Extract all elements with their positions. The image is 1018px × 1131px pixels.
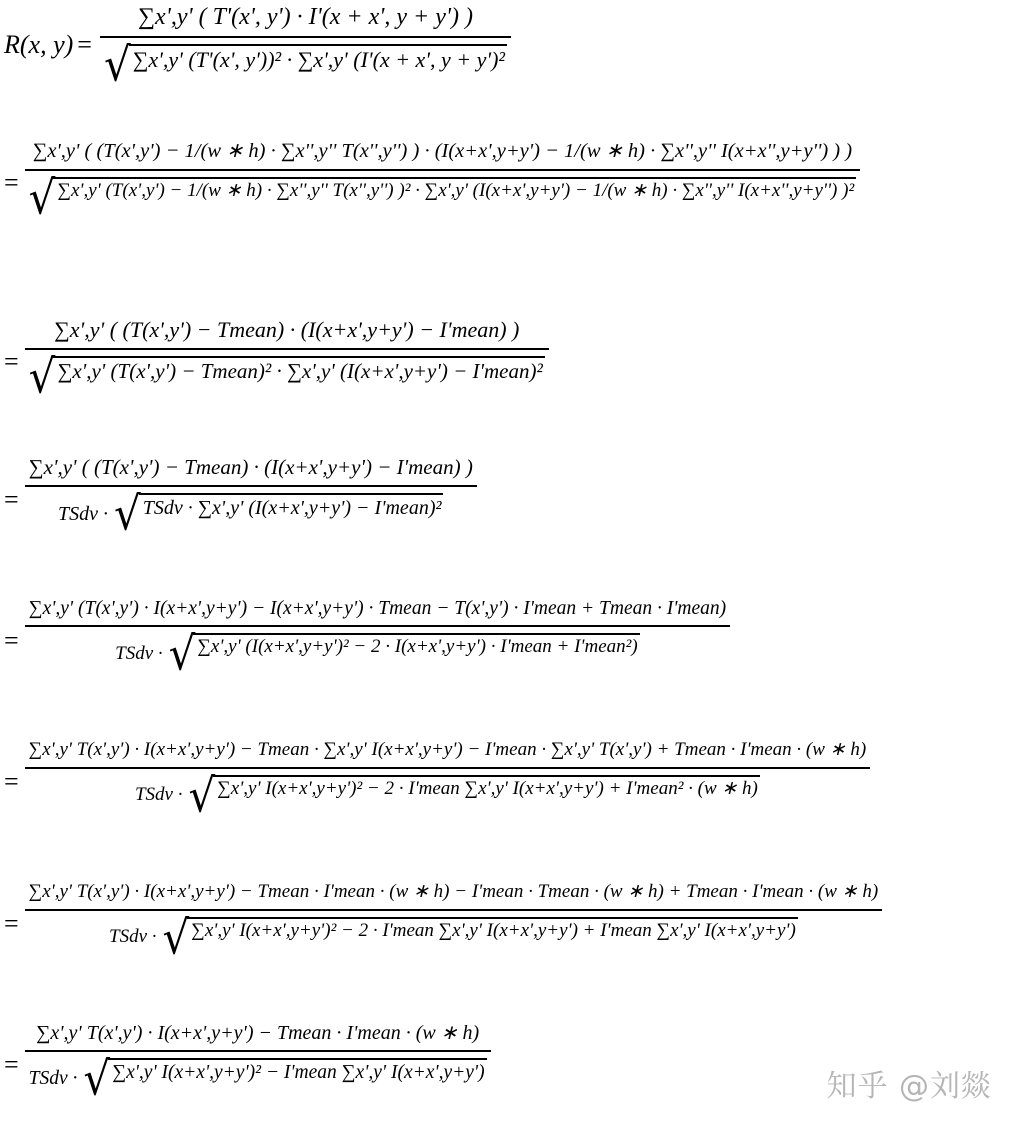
sqrt-body: ∑x',y' I(x+x',y+y')² − 2 · I'mean ∑x',y' I(x+x',y+y') + I'mean ∑x',y' I(x+x',y+y') bbox=[187, 917, 798, 959]
equals-sign: = bbox=[4, 767, 19, 797]
sqrt-body: ∑x',y' (T'(x', y'))² · ∑x',y' (I'(x + x', y + y')² bbox=[129, 44, 507, 86]
sqrt bbox=[83, 1051, 486, 1106]
fraction bbox=[25, 140, 860, 224]
lhs-symbol-text: R(x, y) bbox=[4, 30, 74, 60]
radical-icon: √ bbox=[188, 768, 216, 823]
fraction bbox=[25, 881, 883, 965]
equation-3 bbox=[4, 317, 549, 404]
radical-icon: √ bbox=[28, 170, 56, 224]
numerator: ∑x',y' T(x',y') · I(x+x',y+y') − Tmean · I'mean · (w ∗ h) − I'mean · Tmean · (w ∗ h) + Tmean · I'mean · (w ∗ h) bbox=[28, 881, 879, 902]
equation-7 bbox=[4, 881, 882, 965]
watermark: 知乎 @刘燚 bbox=[826, 1069, 992, 1104]
sqrt-body: ∑x',y' (T(x',y') − 1/(w ∗ h) · ∑x'',y'' T(x'',y'') )² · ∑x',y' (I(x+x',y+y') − 1/(w ∗ h) · ∑x'',y'' I(x+x'',y+y'') )² bbox=[53, 177, 856, 219]
sqrt bbox=[168, 626, 640, 681]
sqrt bbox=[103, 37, 507, 92]
fraction bbox=[100, 4, 511, 92]
fraction bbox=[25, 598, 730, 681]
denominator bbox=[100, 37, 511, 92]
fraction bbox=[25, 739, 871, 823]
equation-1 bbox=[4, 4, 511, 92]
sqrt bbox=[114, 486, 443, 541]
radical-icon: √ bbox=[168, 626, 196, 681]
denominator bbox=[25, 1051, 491, 1106]
sqrt bbox=[28, 170, 856, 224]
denominator bbox=[25, 170, 860, 224]
equals-sign: = bbox=[4, 484, 19, 514]
radical-icon: √ bbox=[162, 910, 190, 965]
numerator: ∑x',y' T(x',y') · I(x+x',y+y') − Tmean · I'mean · (w ∗ h) bbox=[36, 1022, 480, 1044]
radical-icon: √ bbox=[114, 486, 141, 541]
fraction bbox=[25, 1022, 491, 1106]
radical-icon: √ bbox=[83, 1051, 111, 1106]
denominator bbox=[25, 349, 549, 404]
lhs-symbol bbox=[4, 30, 92, 60]
sqrt-body: ∑x',y' I(x+x',y+y')² − I'mean ∑x',y' I(x+x',y+y') bbox=[108, 1058, 486, 1100]
denominator-prefix: TSdv · bbox=[58, 503, 109, 526]
numerator: ∑x',y' T(x',y') · I(x+x',y+y') − Tmean · ∑x',y' I(x+x',y+y') − I'mean · ∑x',y' T(x',y') + Tmean · I'mean · (w ∗ h) bbox=[28, 739, 867, 760]
equation-2 bbox=[4, 140, 860, 224]
radical-icon: √ bbox=[103, 37, 131, 92]
equation-8 bbox=[4, 1022, 491, 1106]
sqrt-body: TSdv · ∑x',y' (I(x+x',y+y') − I'mean)² bbox=[139, 493, 444, 535]
equals-sign: = bbox=[4, 168, 19, 198]
fraction bbox=[25, 317, 549, 404]
numerator: ∑x',y' ( (T(x',y') − 1/(w ∗ h) · ∑x'',y'' T(x'',y'') ) · (I(x+x',y+y') − 1/(w ∗ h) · ∑x'',y'' I(x+x'',y+y'') ) ) bbox=[32, 140, 853, 162]
denominator bbox=[105, 910, 802, 965]
numerator: ∑x',y' ( (T(x',y') − Tmean) · (I(x+x',y+y') − I'mean) ) bbox=[28, 455, 473, 479]
equation-6 bbox=[4, 739, 870, 823]
equation-5 bbox=[4, 598, 730, 681]
fraction bbox=[25, 455, 477, 541]
denominator bbox=[111, 626, 644, 681]
denominator-prefix: TSdv · bbox=[115, 642, 163, 664]
denominator-prefix: TSdv · bbox=[134, 784, 183, 806]
denominator-prefix: TSdv · bbox=[28, 1068, 78, 1090]
numerator: ∑x',y' ( (T(x',y') − Tmean) · (I(x+x',y+y') − I'mean) ) bbox=[54, 317, 520, 342]
denominator bbox=[131, 768, 764, 823]
sqrt bbox=[28, 349, 545, 404]
sqrt bbox=[162, 910, 798, 965]
lhs-equals: = bbox=[77, 30, 92, 60]
denominator bbox=[54, 486, 447, 541]
numerator: ∑x',y' ( T'(x', y') · I'(x + x', y + y') ) bbox=[137, 4, 474, 30]
equals-sign: = bbox=[4, 347, 19, 377]
sqrt-body: ∑x',y' I(x+x',y+y')² − 2 · I'mean ∑x',y' I(x+x',y+y') + I'mean² · (w ∗ h) bbox=[213, 775, 760, 817]
numerator: ∑x',y' (T(x',y') · I(x+x',y+y') − I(x+x',y+y') · Tmean − T(x',y') · I'mean + Tmean · I'mean) bbox=[28, 598, 727, 619]
equation-4 bbox=[4, 455, 477, 541]
equals-sign: = bbox=[4, 909, 19, 939]
sqrt-body: ∑x',y' (T(x',y') − Tmean)² · ∑x',y' (I(x+x',y+y') − I'mean)² bbox=[53, 356, 544, 398]
denominator-prefix: TSdv · bbox=[109, 926, 157, 948]
radical-icon: √ bbox=[28, 349, 56, 404]
sqrt-body: ∑x',y' (I(x+x',y+y')² − 2 · I(x+x',y+y') · I'mean + I'mean²) bbox=[193, 633, 639, 675]
equals-sign: = bbox=[4, 625, 19, 655]
equals-sign: = bbox=[4, 1050, 19, 1079]
sqrt bbox=[188, 768, 759, 823]
